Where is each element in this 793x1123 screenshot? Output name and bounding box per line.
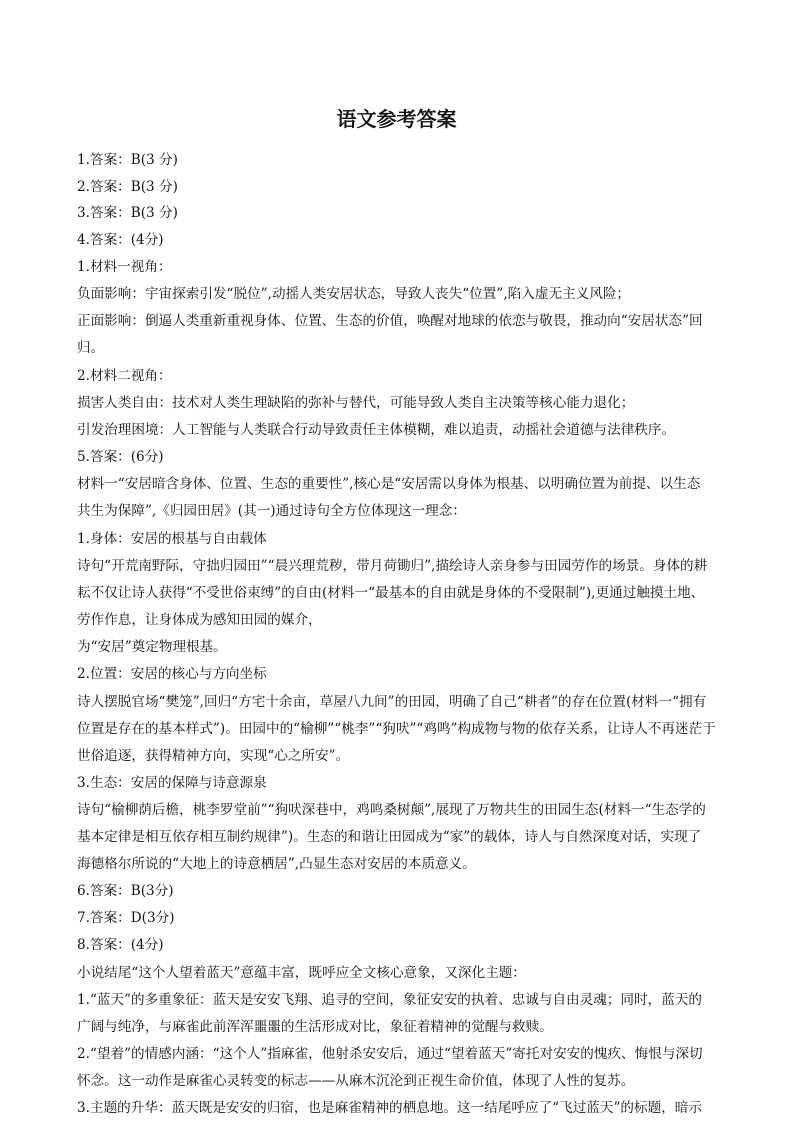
text-line: 负面影响：宇宙探索引发“脱位”,动摇人类安居状态，导致人丧失“位置”,陷入虚无主义风险； [77, 286, 630, 302]
text-line: 世俗追逐，获得精神方向，实现“心之所安”。 [77, 748, 350, 764]
text-line: 海德格尔所说的“大地上的诗意栖居”,凸显生态对安居的本质意义。 [77, 856, 476, 872]
text-line: 小说结尾“这个人望着蓝天”意蕴丰富，既呼应全文核心意象，又深化主题： [77, 965, 526, 981]
text-line: 3.主题的升华：蓝天既是安安的归宿，也是麻雀精神的栖息地。这一结尾呼应了“飞过蓝天”的标题，暗示 [77, 1100, 702, 1116]
text-line: 3.生态：安居的保障与诗意源泉 [77, 775, 267, 791]
text-line: 6.答案：B(3分) [77, 883, 174, 899]
text-line: 1.材料一视角： [77, 259, 172, 275]
text-line: 2.答案：B(3 分) [77, 179, 178, 195]
text-line: 诗句“开荒南野际，守拙归园田”“晨兴理荒秽，带月荷锄归”,描绘诗人亲身参与田园劳作的场景。身体的耕 [77, 558, 708, 574]
text-line: 劳作作息，让身体成为感知田园的媒介， [77, 612, 322, 628]
text-line: 诗人摆脱官场“樊笼”,回归“方宅十余亩，草屋八九间”的田园，明确了自己“耕者”的存在位置(材料一“拥有 [77, 694, 707, 710]
text-line: 2.位置：安居的核心与方向坐标 [77, 666, 267, 682]
text-line: 1.“蓝天”的多重象征：蓝天是安安飞翔、追寻的空间，象征安安的执着、忠诚与自由灵魂；同时，蓝天的 [77, 992, 702, 1008]
text-line: 3.答案：B(3 分) [77, 205, 178, 221]
page-title: 语文参考答案 [336, 107, 457, 131]
text-line: 损害人类自由：技术对人类生理缺陷的弥补与替代，可能导致人类自主决策等核心能力退化； [77, 395, 635, 411]
text-line: 基本定律是相互依存相互制约规律”)。生态的和谐让田园成为“家”的载体，诗人与自然深度对话，实现了 [77, 829, 702, 845]
text-line: 归。 [77, 340, 105, 356]
text-line: 8.答案：(4分) [77, 937, 164, 953]
text-line: 为“安居”奠定物理根基。 [77, 639, 227, 655]
text-line: 怀念。这一动作是麻雀心灵转变的标志——从麻木沉沦到正视生命价值，体现了人性的复苏。 [77, 1073, 635, 1089]
text-line: 诗句“榆柳荫后檐，桃李罗堂前”“狗吠深巷中，鸡鸣桑树颠”,展现了万物共生的田园生态(材料一“生态学的 [77, 802, 706, 818]
text-line: 材料一“安居暗含身体、位置、生态的重要性”,核心是“安居需以身体为根基、以明确位置为前提、以生态 [77, 476, 701, 492]
text-line: 2.材料二视角： [77, 368, 172, 384]
text-line: 位置是存在的基本样式”)。田园中的“榆柳”“桃李”“狗吠”“鸡鸣”构成物与物的依存关系，让诗人不再迷茫于 [77, 721, 716, 737]
text-line: 5.答案：(6分) [77, 449, 164, 465]
text-line: 广阔与纯净，与麻雀此前浑浑噩噩的生活形成对比，象征着精神的觉醒与救赎。 [77, 1019, 553, 1035]
text-line: 共生为保障”,《归园田居》(其一)通过诗句全方位体现这一理念： [77, 503, 466, 519]
text-line: 4.答案：(4分) [77, 232, 164, 248]
text-line: 引发治理困境：人工智能与人类联合行动导致责任主体模糊，难以追责，动摇社会道德与法律秩序。 [77, 422, 676, 438]
text-line: 2.“望着”的情感内涵：“这个人”指麻雀，他射杀安安后，通过“望着蓝天”寄托对安安的愧疚、悔恨与深切 [77, 1046, 703, 1062]
text-line: 7.答案：D(3分) [77, 910, 175, 926]
text-line: 正面影响：倒逼人类重新重视身体、位置、生态的价值，唤醒对地球的依恋与敬畏，推动向“安居状态”回 [77, 313, 703, 329]
text-line: 1.身体：安居的根基与自由载体 [77, 531, 267, 547]
text-line: 耘不仅让诗人获得“不受世俗束缚”的自由(材料一“最基本的自由就是身体的不受限制”),更通过触摸土地、 [77, 585, 705, 601]
text-line: 1.答案：B(3 分) [77, 152, 178, 168]
